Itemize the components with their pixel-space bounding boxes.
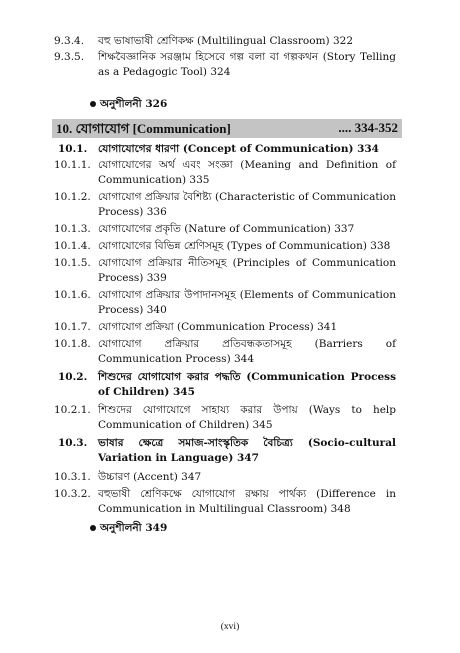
exercise-label: অনুশীলনী 326 (100, 98, 168, 110)
entry-number: 9.3.4. (54, 35, 85, 47)
entry-number: 10.1.3. (54, 223, 91, 235)
entry-text: যোগাযোগের প্রকৃতি (Nature of Communication) 337 (98, 223, 355, 235)
entry-number: 10.1.5. (54, 257, 91, 269)
exercise-label: অনুশীলনী 349 (100, 522, 168, 534)
entry-text: যোগাযোগের অর্থ এবং সংজ্ঞা (Meaning and Definition of Communication) 335 (98, 159, 396, 186)
entry-text: ভাষার ক্ষেত্রে সমাজ-সাংস্কৃতিক বৈচিত্র্য (Socio-cultural Variation in Language) 347 (98, 437, 396, 464)
entry-number: 10.3.1. (54, 471, 91, 483)
entry-number: 10.3.2. (54, 488, 91, 500)
toc-entry-10-1-4 (54, 239, 396, 254)
bullet-dot-icon (90, 525, 96, 531)
entry-number: 10.1.8. (54, 338, 91, 350)
entry-number: 10.1.4. (54, 240, 91, 252)
toc-entry-10-3-2 (54, 487, 396, 516)
toc-entry-10-3-1 (54, 470, 396, 485)
entry-text: শিক্ষবৈজ্ঞানিক সরঞ্জাম হিসেবে গল্প বলা বা গল্পকথন (Story Telling as a Pedagogic Tool) 324 (98, 51, 396, 78)
toc-entry-10-1-3 (54, 222, 396, 237)
entry-text: যোগাযোগ প্রক্রিয়ার নীতিসমূহ (Principles of Communication Process) 339 (98, 257, 396, 284)
entry-number: 10.2.1. (54, 404, 91, 416)
toc-entry-10-1-1 (54, 158, 396, 187)
entry-number: 10.1. (58, 143, 88, 155)
entry-text: যোগাযোগ প্রক্রিয়া (Communication Process) 341 (98, 321, 338, 333)
toc-entry-10-1-5 (54, 256, 396, 285)
entry-text: যোগাযোগ প্রক্রিয়ার প্রতিবন্ধকতাসমূহ (Barriers of Communication Process) 344 (98, 338, 396, 365)
toc-entry-10-3 (54, 436, 396, 465)
chapter-heading-bar (52, 119, 402, 138)
toc-entry-10-1-6 (54, 288, 396, 317)
chapter-page-range: .... 334-352 (338, 120, 398, 135)
toc-entry-9-3-4 (54, 34, 396, 49)
page-number: (xvi) (220, 622, 240, 632)
exercise-bullet-prev (90, 97, 167, 111)
entry-number: 10.1.7. (54, 321, 91, 333)
toc-entry-10-1 (54, 142, 396, 157)
bullet-dot-icon (90, 101, 96, 107)
entry-text: যোগাযোগের ধারণা (Concept of Communication) 334 (98, 143, 379, 155)
toc-entry-10-1-7 (54, 320, 396, 335)
entry-text: যোগাযোগ প্রক্রিয়ার উপাদানসমূহ (Elements of Communication Process) 340 (98, 289, 396, 316)
toc-entry-10-1-2 (54, 190, 396, 219)
chapter-title: 10. যোগাযোগ [Communication] (56, 121, 231, 136)
toc-entry-10-2-1 (54, 403, 396, 432)
entry-number: 10.1.2. (54, 191, 91, 203)
entry-text: শিশুদের যোগাযোগে সাহায্য করার উপায় (Ways to help Communication of Children) 345 (98, 404, 396, 431)
entry-number: 10.1.6. (54, 289, 91, 301)
toc-entry-10-2 (54, 370, 396, 399)
entry-text: শিশুদের যোগাযোগ করার পদ্ধতি (Communication Process of Children) 345 (98, 371, 396, 398)
entry-number: 9.3.5. (54, 51, 85, 63)
entry-text: বহুভাষী শ্রেণিকক্ষে যোগাযোগ রক্ষায় পার্থক্য (Difference in Communication in Multilingual Classroom) 348 (98, 488, 396, 515)
toc-entry-10-1-8 (54, 337, 396, 366)
exercise-bullet (90, 521, 167, 535)
entry-number: 10.2. (58, 371, 88, 383)
toc-entry-9-3-5 (54, 50, 396, 79)
entry-text: যোগাযোগের বিভিন্ন শ্রেণিসমূহ (Types of Communication) 338 (98, 240, 391, 252)
entry-text: যোগাযোগ প্রক্রিয়ার বৈশিষ্ট্য (Characteristic of Communication Process) 336 (98, 191, 396, 218)
entry-number: 10.1.1. (54, 159, 91, 171)
entry-number: 10.3. (58, 437, 88, 449)
entry-text: বহু ভাষাভাষী শ্রেণিকক্ষ (Multilingual Classroom) 322 (98, 35, 354, 47)
entry-text: উচ্চারণ (Accent) 347 (98, 471, 202, 483)
